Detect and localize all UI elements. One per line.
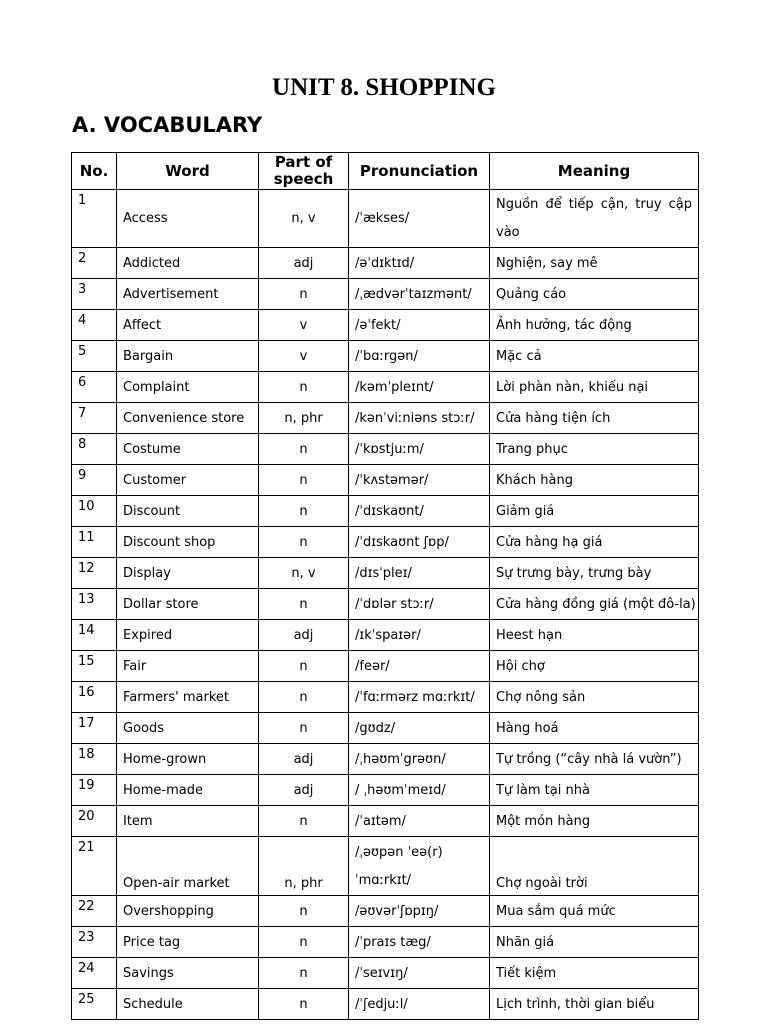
table-row	[72, 837, 699, 896]
row-pronunciation: /ˈfɑːrmərz mɑːrkɪt/	[349, 682, 490, 713]
row-word: Overshopping	[117, 896, 259, 927]
row-meaning: Lịch trình, thời gian biểu	[490, 989, 699, 1020]
row-number: 17	[72, 713, 117, 744]
header-pos-line2: speech	[273, 170, 334, 188]
row-number: 22	[72, 896, 117, 927]
row-word: Access	[117, 190, 259, 248]
row-number: 16	[72, 682, 117, 713]
table-row	[72, 190, 699, 248]
row-word: Schedule	[117, 989, 259, 1020]
table-row	[72, 372, 699, 403]
row-number: 5	[72, 341, 117, 372]
row-number: 25	[72, 989, 117, 1020]
row-number: 13	[72, 589, 117, 620]
row-pronunciation: /ˌəʊpən ˈeə(r) ˈmɑːrkɪt/	[349, 837, 490, 896]
row-number: 23	[72, 927, 117, 958]
row-word: Customer	[117, 465, 259, 496]
row-part-of-speech: n, phr	[259, 403, 349, 434]
row-part-of-speech: n	[259, 713, 349, 744]
row-meaning: Tự trồng (“cây nhà lá vườn”)	[490, 744, 699, 775]
row-part-of-speech: v	[259, 341, 349, 372]
row-meaning: Mua sắm quá mức	[490, 896, 699, 927]
row-meaning: Khách hàng	[490, 465, 699, 496]
row-word: Home-grown	[117, 744, 259, 775]
table-row	[72, 527, 699, 558]
row-part-of-speech: adj	[259, 620, 349, 651]
table-row	[72, 651, 699, 682]
row-pronunciation: /ˈdɒlər stɔːr/	[349, 589, 490, 620]
row-meaning: Một món hàng	[490, 806, 699, 837]
row-word: Costume	[117, 434, 259, 465]
row-meaning: Nghiện, say mê	[490, 248, 699, 279]
row-part-of-speech: n	[259, 279, 349, 310]
row-meaning: Nguồn để tiếp cận, truy cập vào	[490, 190, 699, 248]
row-part-of-speech: n, v	[259, 558, 349, 589]
table-row	[72, 927, 699, 958]
table-row	[72, 896, 699, 927]
row-number: 20	[72, 806, 117, 837]
row-meaning: Cửa hàng đồng giá (một đô-la)	[490, 589, 699, 620]
section-heading: A. VOCABULARY	[72, 113, 263, 137]
row-part-of-speech: n	[259, 589, 349, 620]
row-pronunciation: /ˌhəʊmˈgrəʊn/	[349, 744, 490, 775]
row-meaning: Tiết kiệm	[490, 958, 699, 989]
row-part-of-speech: v	[259, 310, 349, 341]
row-part-of-speech: n	[259, 896, 349, 927]
row-part-of-speech: n	[259, 927, 349, 958]
row-pronunciation: /ɪkˈspaɪər/	[349, 620, 490, 651]
row-number: 3	[72, 279, 117, 310]
row-word: Home-made	[117, 775, 259, 806]
row-word: Discount shop	[117, 527, 259, 558]
row-number: 8	[72, 434, 117, 465]
table-row	[72, 713, 699, 744]
table-row	[72, 989, 699, 1020]
row-pronunciation: /ˈaɪtəm/	[349, 806, 490, 837]
row-part-of-speech: n	[259, 958, 349, 989]
row-pronunciation: /əˈfekt/	[349, 310, 490, 341]
row-pronunciation: /ˈdɪskaʊnt ʃɒp/	[349, 527, 490, 558]
row-pronunciation: /ˌædvərˈtaɪzmənt/	[349, 279, 490, 310]
row-meaning: Hàng hoá	[490, 713, 699, 744]
vocabulary-table	[71, 152, 699, 1020]
row-pronunciation: /kəmˈpleɪnt/	[349, 372, 490, 403]
row-number: 15	[72, 651, 117, 682]
row-part-of-speech: n, v	[259, 190, 349, 248]
table-row	[72, 558, 699, 589]
header-pos-line1: Part of	[274, 153, 333, 171]
row-pronunciation: /ˈkʌstəmər/	[349, 465, 490, 496]
row-word: Display	[117, 558, 259, 589]
table-header-row	[72, 153, 699, 190]
row-meaning: Ảnh hưởng, tác động	[490, 310, 699, 341]
row-pronunciation: /ˈseɪvɪŋ/	[349, 958, 490, 989]
table-row	[72, 434, 699, 465]
row-pronunciation: /əʊvərˈʃɒpɪŋ/	[349, 896, 490, 927]
row-meaning: Heest hạn	[490, 620, 699, 651]
table-row	[72, 248, 699, 279]
row-meaning: Sự trưng bày, trưng bày	[490, 558, 699, 589]
row-number: 6	[72, 372, 117, 403]
row-part-of-speech: n	[259, 372, 349, 403]
row-part-of-speech: n	[259, 527, 349, 558]
row-pronunciation: /ˈdɪskaʊnt/	[349, 496, 490, 527]
table-row	[72, 620, 699, 651]
row-meaning: Quảng cáo	[490, 279, 699, 310]
row-number: 14	[72, 620, 117, 651]
header-pronunciation: Pronunciation	[349, 153, 490, 190]
row-word: Bargain	[117, 341, 259, 372]
row-part-of-speech: n	[259, 496, 349, 527]
table-row	[72, 496, 699, 527]
row-meaning: Giảm giá	[490, 496, 699, 527]
row-pronunciation: /əˈdɪktɪd/	[349, 248, 490, 279]
table-row	[72, 465, 699, 496]
row-word: Savings	[117, 958, 259, 989]
table-row	[72, 958, 699, 989]
row-pronunciation: /gʊdz/	[349, 713, 490, 744]
row-number: 9	[72, 465, 117, 496]
header-meaning: Meaning	[490, 153, 699, 190]
row-meaning: Nhãn giá	[490, 927, 699, 958]
table-row	[72, 279, 699, 310]
row-part-of-speech: n	[259, 651, 349, 682]
row-word: Farmers' market	[117, 682, 259, 713]
table-row	[72, 806, 699, 837]
row-part-of-speech: adj	[259, 775, 349, 806]
row-pronunciation: /ˈækses/	[349, 190, 490, 248]
row-number: 24	[72, 958, 117, 989]
table-row	[72, 403, 699, 434]
row-word: Addicted	[117, 248, 259, 279]
row-number: 11	[72, 527, 117, 558]
row-meaning: Mặc cả	[490, 341, 699, 372]
row-part-of-speech: n	[259, 806, 349, 837]
row-meaning: Cửa hàng hạ giá	[490, 527, 699, 558]
header-word: Word	[117, 153, 259, 190]
row-meaning: Cửa hàng tiện ích	[490, 403, 699, 434]
page-title: UNIT 8. SHOPPING	[272, 74, 496, 101]
row-meaning: Hội chợ	[490, 651, 699, 682]
row-pronunciation: /ˈpraɪs tæg/	[349, 927, 490, 958]
row-pronunciation: / ˌhəʊmˈmeɪd/	[349, 775, 490, 806]
row-number: 12	[72, 558, 117, 589]
row-part-of-speech: n	[259, 434, 349, 465]
row-part-of-speech: adj	[259, 248, 349, 279]
row-word: Open-air market	[117, 837, 259, 896]
table-row	[72, 744, 699, 775]
row-pronunciation: /feər/	[349, 651, 490, 682]
row-part-of-speech: n	[259, 989, 349, 1020]
row-number: 1	[72, 190, 117, 248]
row-pronunciation: /kənˈviːniəns stɔːr/	[349, 403, 490, 434]
table-row	[72, 310, 699, 341]
row-word: Item	[117, 806, 259, 837]
row-pronunciation: /ˈʃedjuːl/	[349, 989, 490, 1020]
table-row	[72, 682, 699, 713]
table-row	[72, 775, 699, 806]
row-word: Dollar store	[117, 589, 259, 620]
header-no: No.	[72, 153, 117, 190]
row-number: 2	[72, 248, 117, 279]
row-number: 19	[72, 775, 117, 806]
row-meaning: Chợ nông sản	[490, 682, 699, 713]
row-part-of-speech: n	[259, 465, 349, 496]
row-number: 18	[72, 744, 117, 775]
row-number: 4	[72, 310, 117, 341]
row-meaning: Trang phục	[490, 434, 699, 465]
row-meaning: Lời phàn nàn, khiếu nại	[490, 372, 699, 403]
row-number: 7	[72, 403, 117, 434]
row-number: 10	[72, 496, 117, 527]
row-pronunciation: /ˈbɑːrgən/	[349, 341, 490, 372]
row-part-of-speech: adj	[259, 744, 349, 775]
row-word: Complaint	[117, 372, 259, 403]
row-word: Affect	[117, 310, 259, 341]
row-part-of-speech: n, phr	[259, 837, 349, 896]
row-word: Fair	[117, 651, 259, 682]
row-word: Goods	[117, 713, 259, 744]
row-word: Advertisement	[117, 279, 259, 310]
row-word: Discount	[117, 496, 259, 527]
row-number: 21	[72, 837, 117, 896]
row-pronunciation: /ˈkɒstjuːm/	[349, 434, 490, 465]
table-row	[72, 341, 699, 372]
row-word: Expired	[117, 620, 259, 651]
row-word: Convenience store	[117, 403, 259, 434]
row-meaning: Tự làm tại nhà	[490, 775, 699, 806]
table-row	[72, 589, 699, 620]
row-meaning: Chợ ngoài trời	[490, 837, 699, 896]
row-part-of-speech: n	[259, 682, 349, 713]
header-part-of-speech	[259, 153, 349, 190]
row-pronunciation: /dɪsˈpleɪ/	[349, 558, 490, 589]
row-word: Price tag	[117, 927, 259, 958]
